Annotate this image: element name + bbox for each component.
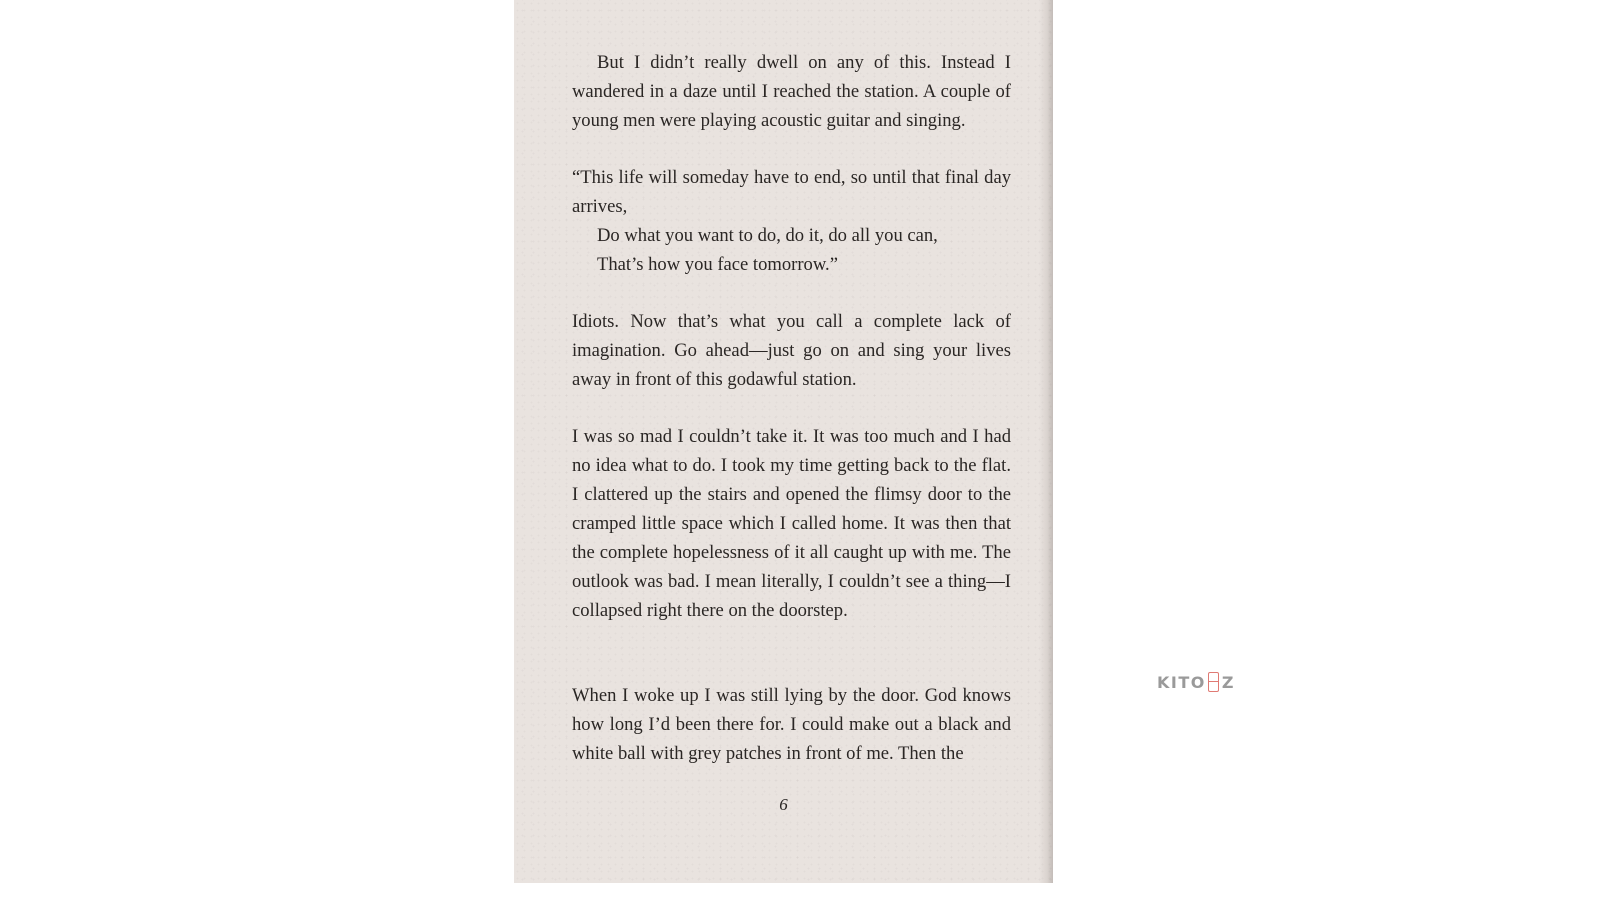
paragraph-collapse: I was so mad I couldn’t take it. It was too much and I had no idea what to do. I took my time getting back to the flat. I clattered up the stairs and opened the flimsy door to the cramped little space which I called home. It was then that the complete hopelessness of it all caught up with me. The outlook was bad. I mean literally, I couldn’t see a thing—I collapsed right there on the doorstep.: [572, 426, 1011, 621]
watermark-text-left: KITO: [1157, 672, 1206, 692]
paragraph-woke-up: When I woke up I was still lying by the door. God knows how long I’d been there for. I could make out a black and white ball with grey patches in front of me. Then the: [572, 685, 1011, 764]
watermark-logo: [1157, 670, 1235, 694]
song-lyric-line: That’s how you face tomorrow.”: [597, 254, 838, 275]
song-lyric-first-line: “This life will someday have to end, so until that final day arrives,: [572, 167, 1011, 217]
page-number: 6: [779, 795, 788, 814]
watermark-box-icon: [1208, 672, 1219, 692]
paragraph-idiots: Idiots. Now that’s what you call a complete lack of imagination. Go ahead—just go on and sing your lives away in front of this godawful station.: [572, 311, 1011, 390]
song-lyric-line: Do what you want to do, do it, do all you can,: [597, 225, 938, 246]
paragraph-station: But I didn’t really dwell on any of this. Instead I wandered in a daze until I reached the station. A couple of young men were playing acoustic guitar and singing.: [572, 52, 1011, 131]
book-page: [514, 0, 1053, 883]
page-binding-shadow: [1039, 0, 1053, 883]
watermark-text-right: Z: [1221, 672, 1235, 692]
